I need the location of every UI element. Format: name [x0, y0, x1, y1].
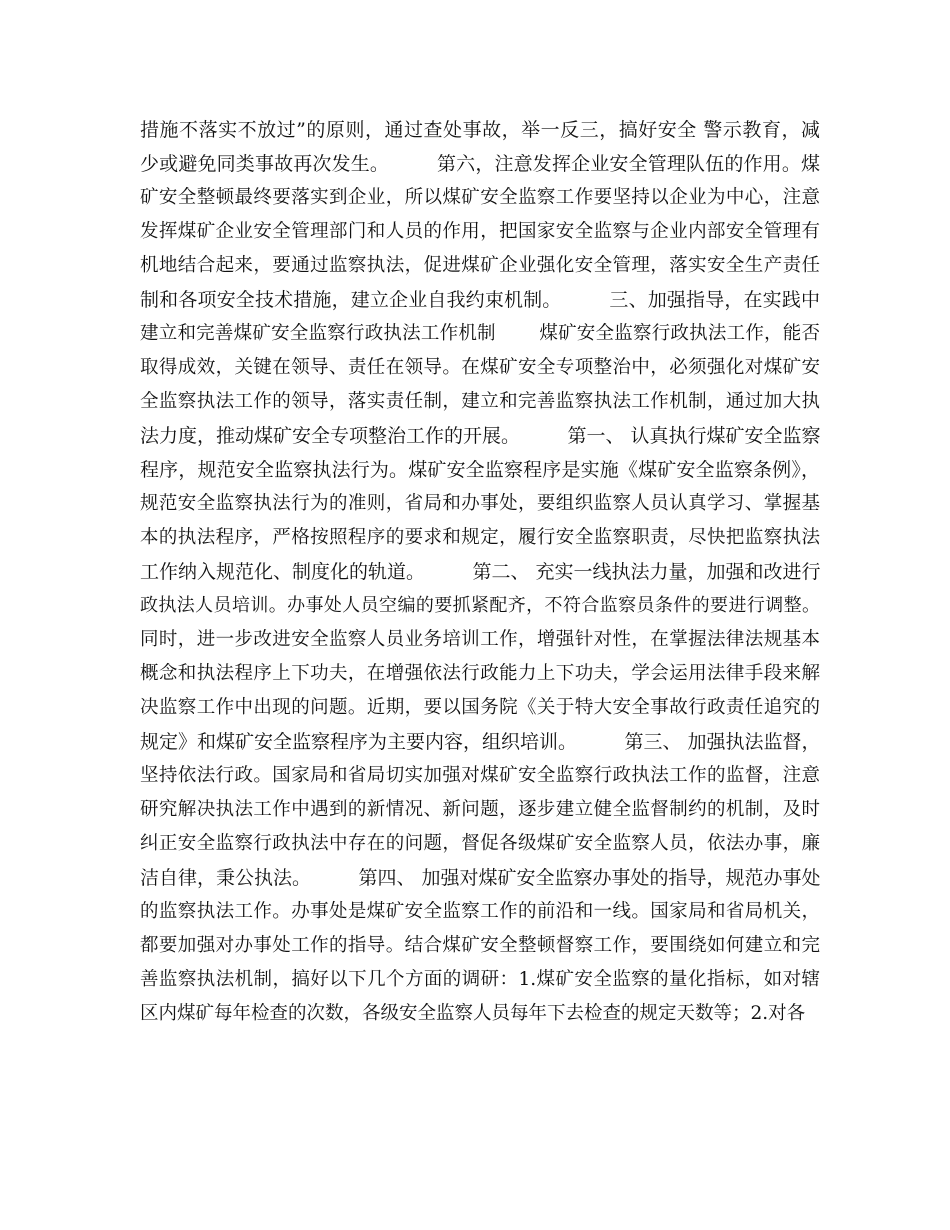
text-line: 同时，进一步改进安全监察人员业务培训工作，增强针对性，在掌握法律法规基本 — [140, 629, 820, 650]
text-line: 概念和执法程序上下功夫，在增强依法行政能力上下功夫，学会运用法律手段来解 — [140, 663, 820, 684]
text-line: 建立和完善煤矿安全监察行政执法工作机制 煤矿安全监察行政执法工作，能否 — [140, 323, 820, 344]
text-line: 措施不落实不放过”的原则，通过查处事故，举一反三，搞好安全 警示教育，减 — [140, 119, 820, 141]
text-line: 决监察工作中出现的问题。近期，要以国务院《关于特大安全事故行政责任追究的 — [140, 697, 820, 718]
text-line: 政执法人员培训。办事处人员空编的要抓紧配齐，不符合监察员条件的要进行调整。 — [140, 595, 820, 616]
text-line: 本的执法程序，严格按照程序的要求和规定，履行安全监察职责，尽快把监察执法 — [140, 527, 820, 548]
text-line: 研究解决执法工作中遇到的新情况、新问题，逐步建立健全监督制约的机制，及时 — [140, 799, 820, 820]
text-line: 取得成效，关键在领导、责任在领导。在煤矿安全专项整治中，必须强化对煤矿安 — [140, 357, 820, 378]
text-line: 工作纳入规范化、制度化的轨道。 第二、 充实一线执法力量，加强和改进行 — [140, 561, 821, 583]
text-line: 善监察执法机制，搞好以下几个方面的调研：1.煤矿安全监察的量化指标，如对辖 — [140, 969, 820, 990]
text-line: 全监察执法工作的领导，落实责任制，建立和完善监察执法工作机制，通过加大执 — [140, 391, 820, 412]
text-line: 洁自律，秉公执法。 第四、 加强对煤矿安全监察办事处的指导，规范办事处 — [140, 867, 821, 889]
text-line: 矿安全整顿最终要落实到企业，所以煤矿安全监察工作要坚持以企业为中心，注意 — [140, 187, 820, 208]
text-line: 制和各项安全技术措施，建立企业自我约束机制。 三、加强指导，在实践中 — [140, 289, 820, 311]
text-line: 区内煤矿每年检查的次数，各级安全监察人员每年下去检查的规定天数等；2.对各 — [140, 1003, 806, 1024]
text-line: 法力度，推动煤矿安全专项整治工作的开展。 第一、 认真执行煤矿安全监察 — [140, 425, 821, 447]
text-line: 少或避免同类事故再次发生。 第六，注意发挥企业安全管理队伍的作用。煤 — [140, 153, 820, 175]
text-line: 坚持依法行政。国家局和省局切实加强对煤矿安全监察行政执法工作的监督，注意 — [140, 765, 820, 786]
text-line: 纠正安全监察行政执法中存在的问题，督促各级煤矿安全监察人员，依法办事，廉 — [140, 833, 820, 854]
text-line: 规定》和煤矿安全监察程序为主要内容，组织培训。 第三、 加强执法监督， — [140, 731, 821, 753]
text-line: 规范安全监察执法行为的准则，省局和办事处，要组织监察人员认真学习、掌握基 — [140, 493, 820, 514]
text-line: 机地结合起来，要通过监察执法，促进煤矿企业强化安全管理，落实安全生产责任 — [140, 255, 820, 276]
text-line: 都要加强对办事处工作的指导。结合煤矿安全整顿督察工作，要围绕如何建立和完 — [140, 935, 820, 956]
text-line: 的监察执法工作。办事处是煤矿安全监察工作的前沿和一线。国家局和省局机关， — [140, 901, 820, 922]
text-line: 发挥煤矿企业安全管理部门和人员的作用，把国家安全监察与企业内部安全管理有 — [140, 221, 820, 242]
body-text — [140, 113, 820, 1031]
text-line: 程序，规范安全监察执法行为。煤矿安全监察程序是实施《煤矿安全监察条例》， — [140, 459, 820, 481]
